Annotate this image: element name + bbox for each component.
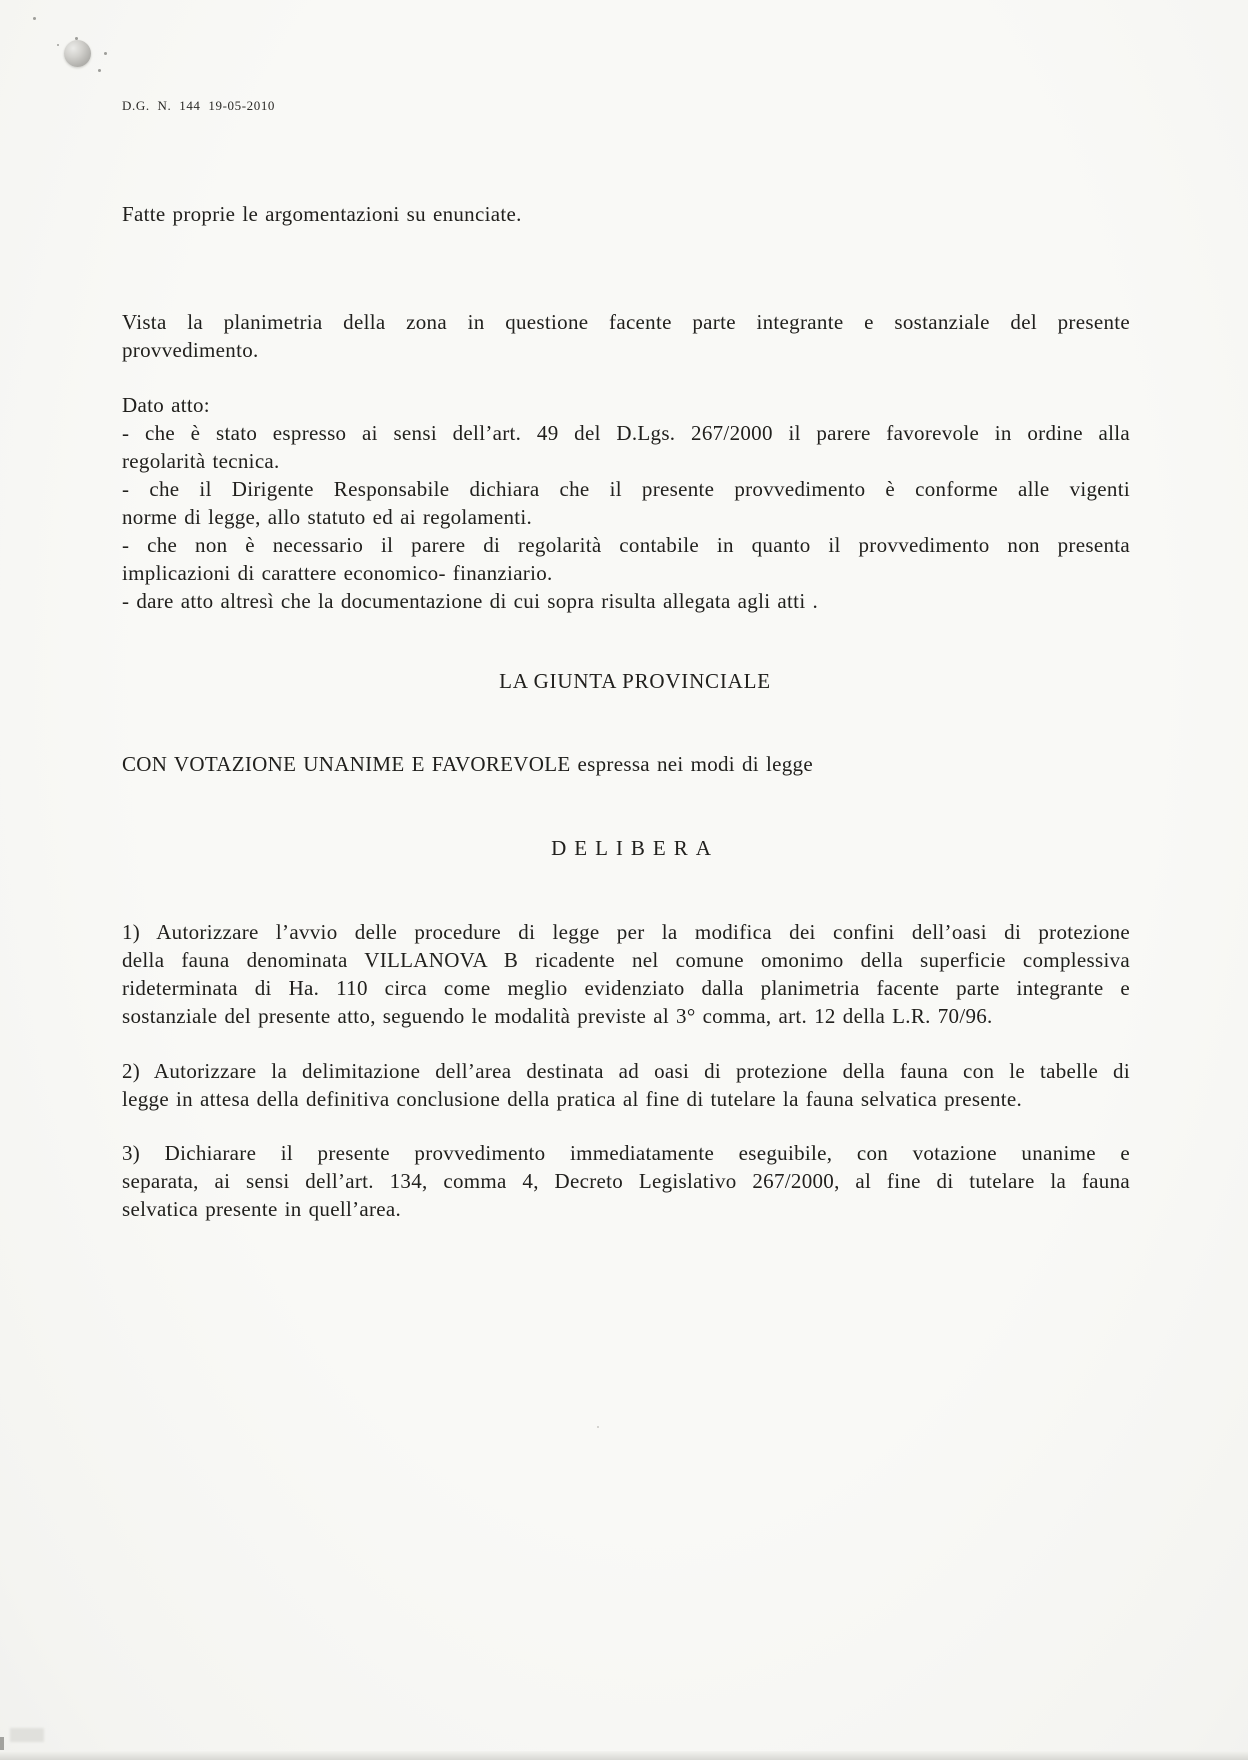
giunta-heading-wrap [122,667,1148,695]
scan-bottom-edge [0,1751,1248,1760]
paragraph-line: legge in attesa della definitiva conclusione della pratica al fine di tutelare la fauna selvatica presente. [122,1087,1023,1111]
scan-speck [104,52,107,55]
list-item-line: regolarità tecnica. [122,449,280,473]
list-item-line: - che il Dirigente Responsabile dichiara che il presente provvedimento è conforme alle vigenti [122,477,1130,501]
list-item-line: - che non è necessario il parere di regolarità contabile in quanto il provvedimento non presenta [122,533,1130,557]
list-item-line: - che è stato espresso ai sensi dell’art. 49 del D.Lgs. 267/2000 il parere favorevole in ordine alla [122,421,1130,445]
votazione-line: CON VOTAZIONE UNANIME E FAVOREVOLE espressa nei modi di legge [122,752,813,776]
scan-speck [98,69,101,72]
vista-paragraph [122,308,1130,364]
dato-atto-label: Dato atto: [122,393,210,417]
delibera-heading-wrap [122,834,1148,862]
paragraph-line: separata, ai sensi dell’art. 134, comma 4, Decreto Legislativo 267/2000, al fine di tutelare la fauna [122,1169,1130,1193]
paragraph-line: rideterminata di Ha. 110 circa come meglio evidenziato dalla planimetria facente parte integrante e [122,976,1130,1000]
scan-smudge [10,1728,44,1742]
scan-speck [33,17,36,20]
delibera-item-1 [122,918,1130,1030]
list-item-line: - dare atto altresì che la documentazione di cui sopra risulta allegata agli atti . [122,589,819,613]
scan-edge-mark [0,1737,4,1750]
paragraph-line: sostanziale del presente atto, seguendo le modalità previste al 3° comma, art. 12 della L.R. 70/96. [122,1004,993,1028]
scan-speck [597,1426,599,1428]
paragraph-line: della fauna denominata VILLANOVA B ricadente nel comune omonimo della superficie complessiva [122,948,1130,972]
paragraph-line: Vista la planimetria della zona in questione facente parte integrante e sostanziale del presente [122,310,1130,334]
paragraph-line: selvatica presente in quell’area. [122,1197,402,1221]
paragraph-line: 1) Autorizzare l’avvio delle procedure di legge per la modifica dei confini dell’oasi di protezione [122,920,1130,944]
delibera-item-3 [122,1139,1130,1223]
dato-atto-list [122,419,1130,615]
document-reference: D.G. N. 144 19-05-2010 [122,98,276,113]
paragraph-line: 2) Autorizzare la delimitazione dell’area destinata ad oasi di protezione della fauna con le tabelle di [122,1059,1130,1083]
delibera-heading: DELIBERA [551,836,719,860]
premise-paragraph: Fatte proprie le argomentazioni su enunciate. [122,202,522,226]
giunta-heading: LA GIUNTA PROVINCIALE [499,669,771,693]
scan-speck [57,44,59,46]
scan-speck [75,37,78,40]
paragraph-line: provvedimento. [122,338,259,362]
delibera-item-2 [122,1057,1130,1113]
list-item-line: norme di legge, allo statuto ed ai regolamenti. [122,505,533,529]
list-item-line: implicazioni di carattere economico- finanziario. [122,561,553,585]
ball-logo-mark [64,40,91,67]
paragraph-line: 3) Dichiarare il presente provvedimento immediatamente eseguibile, con votazione unanime e [122,1141,1130,1165]
